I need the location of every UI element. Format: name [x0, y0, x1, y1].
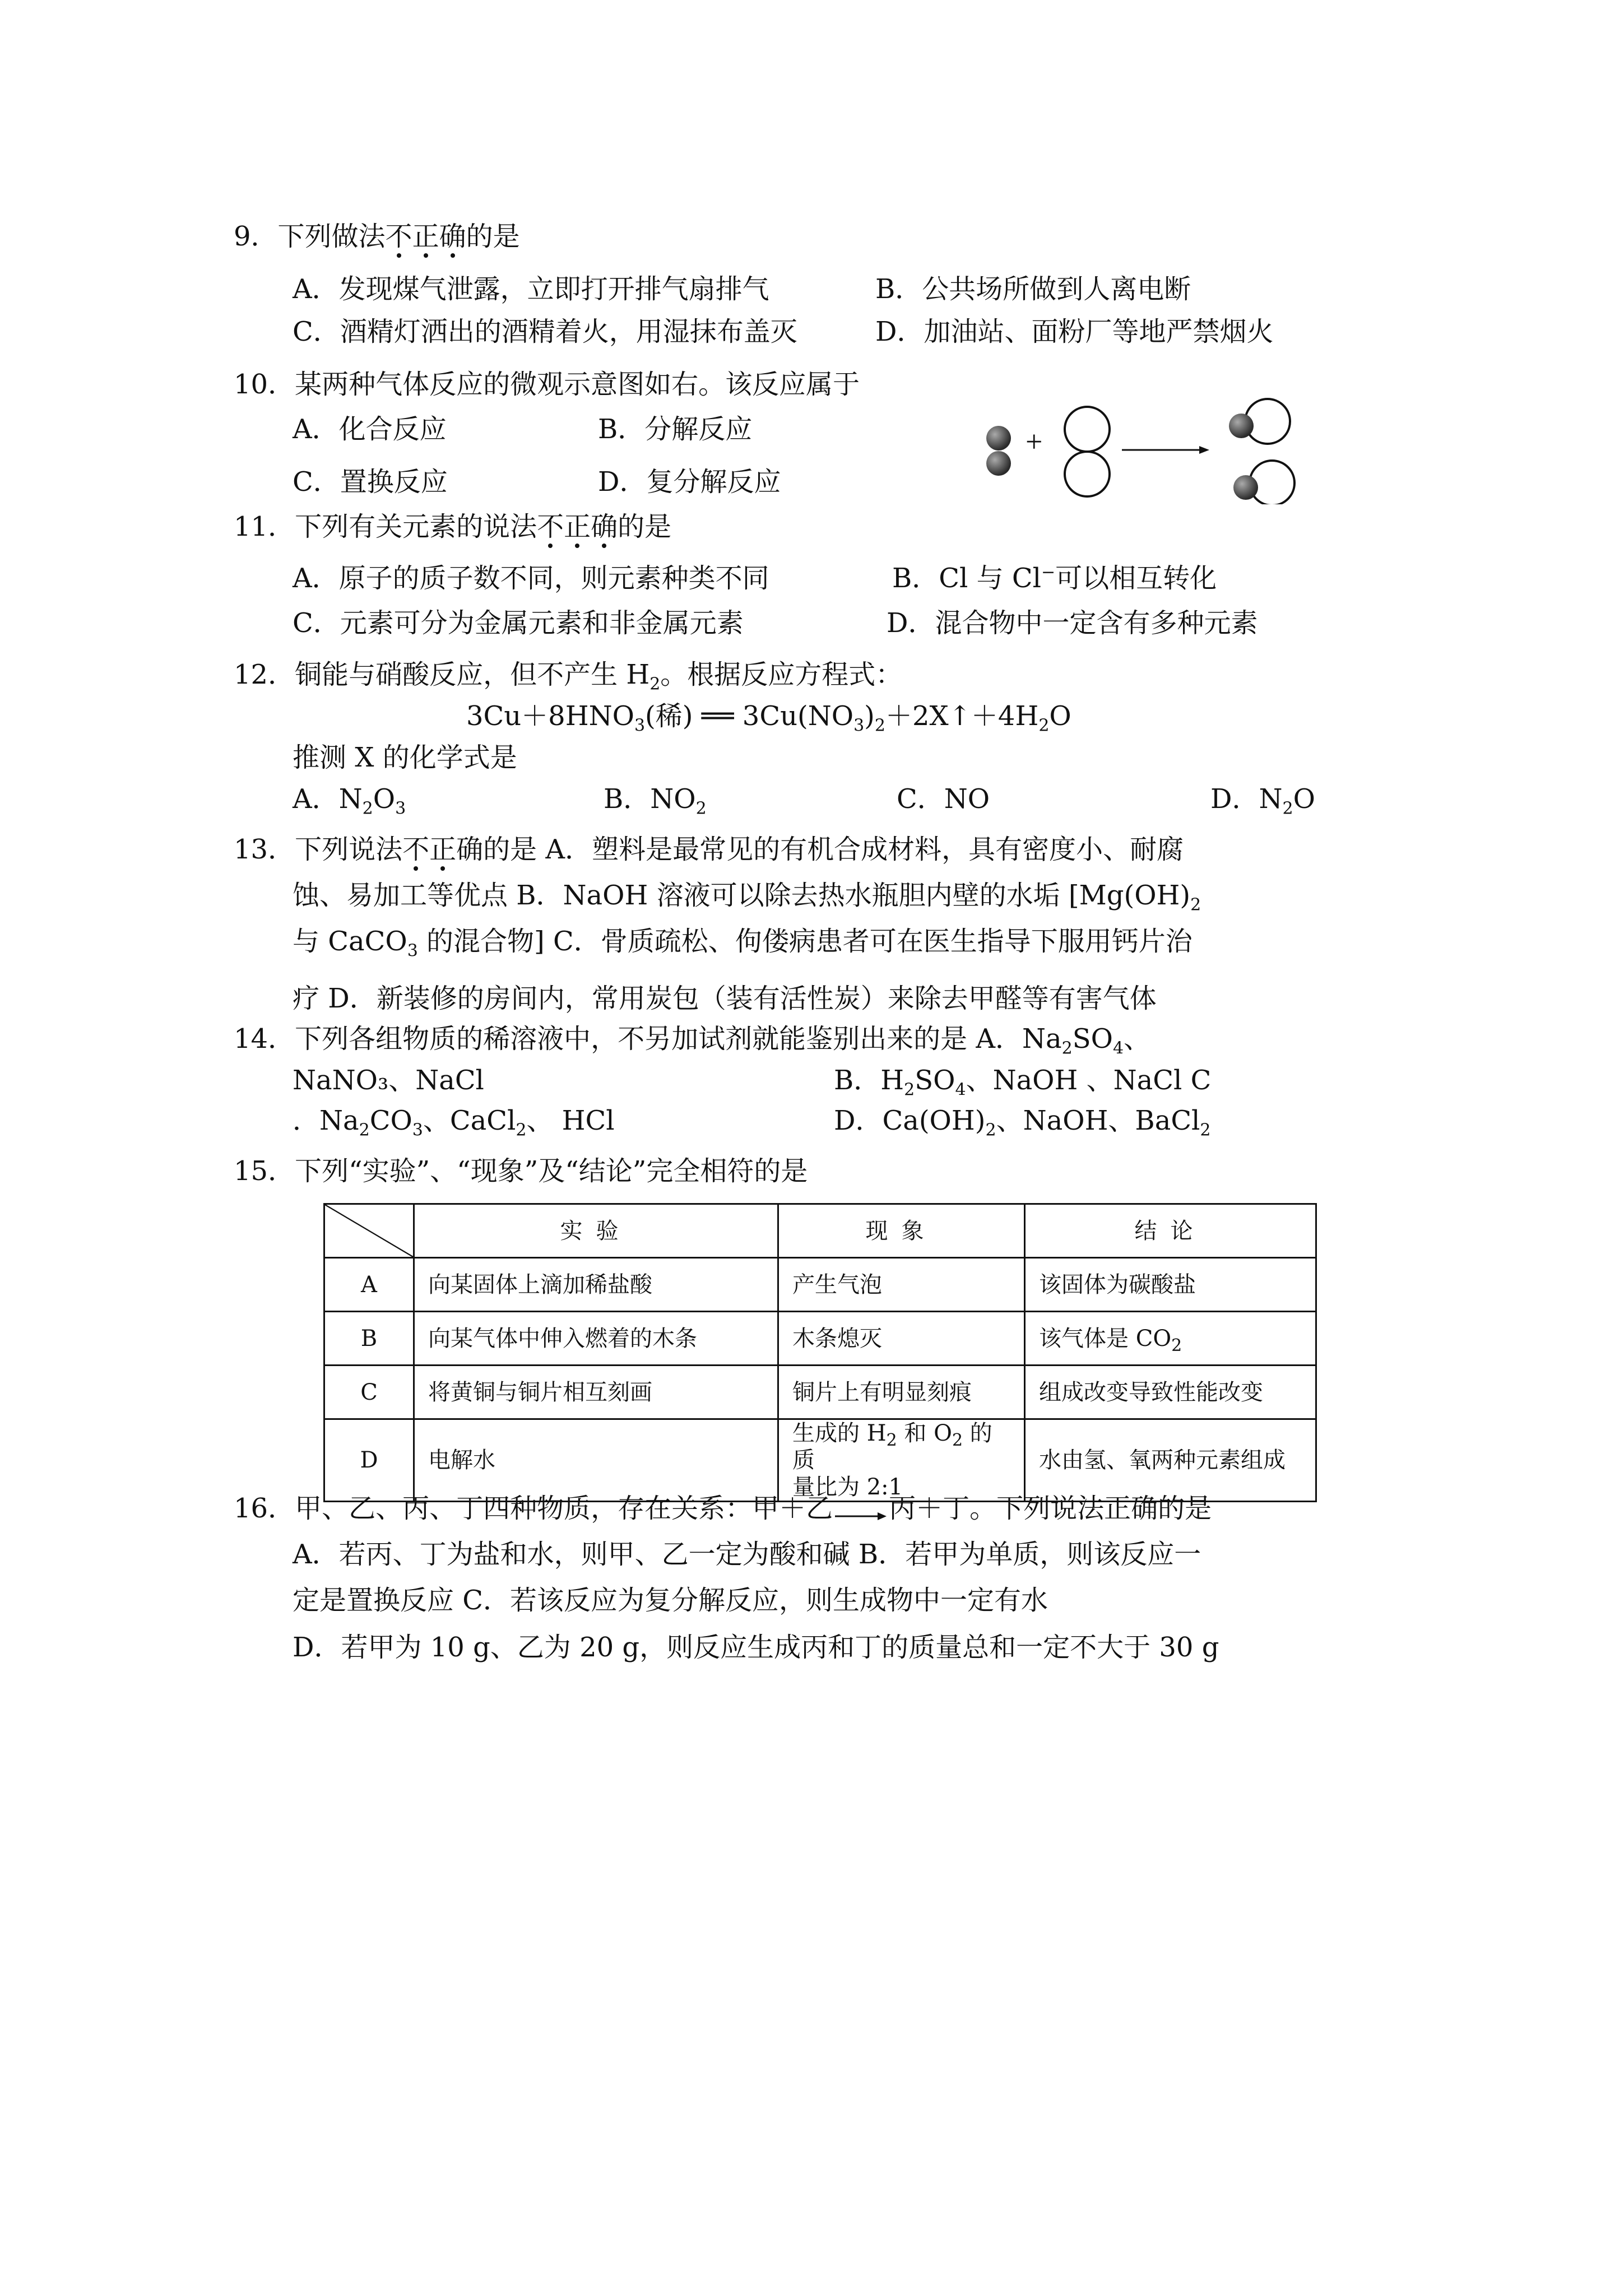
plus-sign: + — [1026, 425, 1043, 458]
q16-line-1: A．若丙、丁为盐和水，则甲、乙一定为酸和碱 B．若甲为单质，则该反应一 — [293, 1539, 1201, 1570]
product-dark-atom — [1229, 414, 1254, 438]
cell-conclusion: 该固体为碳酸盐 — [1025, 1258, 1316, 1312]
q11-option-d: D．混合物中一定含有多种元素 — [887, 607, 1258, 639]
q12-option-b: B．$NO_2$ — [604, 783, 707, 819]
q13-line-2: 蚀、易加工等优点 B．NaOH 溶液可以除去热水瓶胆内壁的水垢 [$Mg(OH)_2$ — [293, 880, 1201, 915]
q13-line-3: 与 CaCO$_3$ 的混合物] C．骨质疏松、佝偻病患者可在医生指导下服用钙片治 — [293, 926, 1193, 961]
product-dark-atom — [1233, 475, 1258, 500]
q9-option-c: C．酒精灯洒出的酒精着火，用湿抹布盖灭 — [293, 316, 797, 347]
q16-stem: 16．甲、乙、丙、丁四种物质，存在关系：甲＋乙 丙＋丁。下列说法正确的是 — [234, 1493, 1212, 1524]
cell-phenomenon: 木条熄灭 — [778, 1312, 1025, 1366]
q9-option-d: D．加油站、面粉厂等地严禁烟火 — [875, 316, 1274, 347]
white-atom — [1065, 452, 1110, 496]
cell-experiment: 将黄铜与铜片相互刻画 — [414, 1366, 778, 1419]
white-atom — [1065, 407, 1110, 452]
q12-ask: 推测 X 的化学式是 — [293, 742, 517, 773]
q11-option-c: C．元素可分为金属元素和非金属元素 — [293, 607, 744, 639]
q11-stem: 11．下列有关元素的说法不正确的是 — [234, 511, 672, 542]
q11-option-b: B．Cl 与 Cl−可以相互转化 — [892, 563, 1217, 594]
cell-experiment: 向某固体上滴加稀盐酸 — [414, 1258, 778, 1312]
cell-phenomenon: 生成的 $H_2$ 和 $O_2$ 的质 量比为 2:1 — [778, 1419, 1025, 1502]
row-label: C — [324, 1366, 414, 1419]
q14-line-1: 14．下列各组物质的稀溶液中，不另加试剂就能鉴别出来的是 A．$Na_2SO_4$、 — [234, 1023, 1151, 1058]
q10-stem: 10．某两种气体反应的微观示意图如右。该反应属于 — [234, 369, 860, 400]
row-label: A — [324, 1258, 414, 1312]
q10-option-b: B．分解反应 — [598, 414, 753, 445]
table-row — [324, 1312, 1316, 1366]
dark-atom — [986, 451, 1011, 476]
row-label: D — [324, 1419, 414, 1502]
reaction-arrow-icon — [833, 1499, 889, 1522]
table-row — [324, 1258, 1316, 1312]
q10-option-d: D．复分解反应 — [598, 466, 781, 498]
reaction-diagram — [975, 392, 1311, 504]
row-label: B — [324, 1312, 414, 1366]
cell-conclusion: 该气体是 $CO_2$ — [1025, 1312, 1316, 1366]
q9-stem: 9．下列做法不正确的是 — [234, 221, 520, 252]
table-row — [324, 1419, 1316, 1502]
header-experiment: 实验 — [414, 1204, 778, 1258]
table-row — [324, 1366, 1316, 1419]
diagonal-header-cell — [324, 1204, 414, 1258]
header-phenomenon: 现象 — [778, 1204, 1025, 1258]
cell-phenomenon: 铜片上有明显刻痕 — [778, 1366, 1025, 1419]
q13-line-1: 13．下列说法不正确的是 A．塑料是最常见的有机合成材料，具有密度小、耐腐 — [234, 834, 1184, 865]
q11-option-a: A．原子的质子数不同，则元素种类不同 — [293, 563, 769, 594]
cell-phenomenon: 产生气泡 — [778, 1258, 1025, 1312]
table-header-row — [324, 1204, 1316, 1258]
q10-option-a: A．化合反应 — [293, 414, 447, 445]
q14-line-3-left: ．$Na_2CO_3$、CaCl$_2$、 HCl — [293, 1105, 615, 1140]
cell-conclusion: 组成改变导致性能改变 — [1025, 1366, 1316, 1419]
q10-option-c: C．置换反应 — [293, 466, 448, 498]
q9-option-b: B．公共场所做到人离电断 — [875, 273, 1191, 305]
q12-equation: $3Cu+8HNO_3$(稀) ══ $3Cu(NO_3)_2+2X↑+4H_2O$ — [466, 700, 1071, 736]
header-conclusion: 结论 — [1025, 1204, 1316, 1258]
q9-option-a: A．发现煤气泄露，立即打开排气扇排气 — [293, 273, 769, 305]
q14-option-b: B．$H_2SO_4$、NaOH 、NaCl C — [834, 1065, 1212, 1100]
q12-stem: 12．铜能与硝酸反应，但不产生 $H_2$。根据反应方程式： — [234, 659, 903, 694]
q15-table — [323, 1203, 1317, 1502]
q14-option-d: D．$Ca(OH)_2$、NaOH、BaCl$_2$ — [834, 1105, 1211, 1140]
q16-line-2: 定是置换反应 C．若该反应为复分解反应，则生成物中一定有水 — [293, 1585, 1048, 1616]
q14-line-2-left: NaNO₃、NaCl — [293, 1065, 484, 1096]
cell-conclusion: 水由氢、氧两种元素组成 — [1025, 1419, 1316, 1502]
q15-stem: 15．下列“实验”、“现象”及“结论”完全相符的是 — [234, 1155, 808, 1187]
q12-option-a: A．$N_2O_3$ — [293, 783, 406, 819]
q12-option-d: D．$N_2O$ — [1210, 783, 1315, 819]
q12-option-c: C．NO — [897, 783, 990, 815]
dark-atom — [986, 426, 1011, 451]
cell-experiment: 向某气体中伸入燃着的木条 — [414, 1312, 778, 1366]
q13-line-4: 疗 D．新装修的房间内，常用炭包（装有活性炭）来除去甲醛等有害气体 — [293, 983, 1157, 1014]
cell-experiment: 电解水 — [414, 1419, 778, 1502]
q16-line-3: D．若甲为 10 g、乙为 20 g，则反应生成丙和丁的质量总和一定不大于 30 g — [293, 1632, 1219, 1663]
